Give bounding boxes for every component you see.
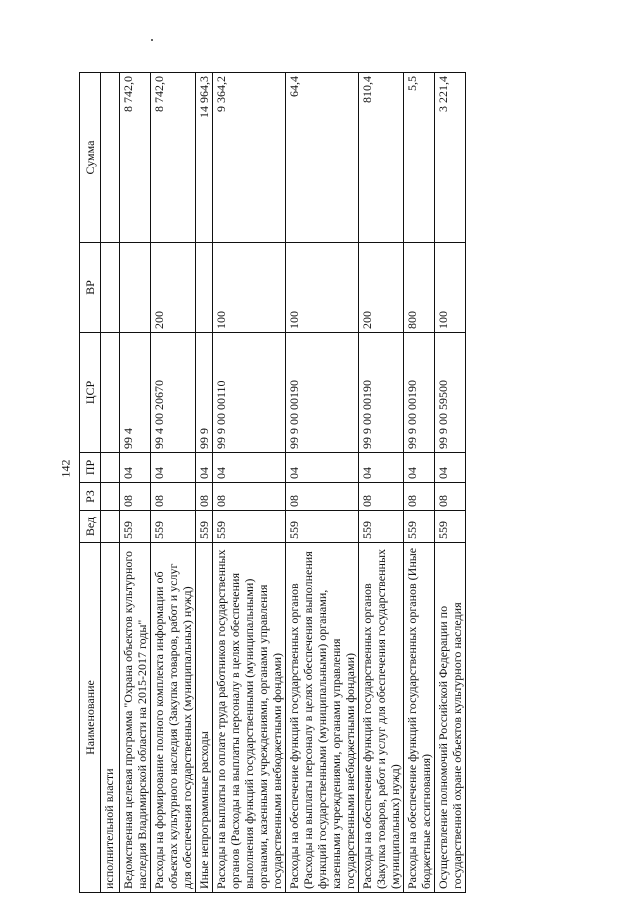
row-rz: 08 xyxy=(286,483,359,511)
row-ved: 559 xyxy=(213,511,286,543)
row-name: Осуществление полномочий Российской Федерации по государственной охране объектов культурного наследия xyxy=(435,543,466,893)
row-csr xyxy=(101,333,120,453)
row-sum: 8 742,0 xyxy=(151,73,196,243)
row-sum xyxy=(101,73,120,243)
row-csr: 99 9 00 00110 xyxy=(213,333,286,453)
row-csr: 99 9 00 59500 xyxy=(435,333,466,453)
row-vr: 800 xyxy=(404,243,435,333)
col-header-rz: РЗ xyxy=(80,483,101,511)
row-name: Расходы на выплаты по оплате труда работников государственных органов (Расходы на выплаты персоналу в целях обеспечения выполнения функций государственными (муниципальными) органами, казенными учреждениями, органами управления государственными внебюджетными фондами) xyxy=(213,543,286,893)
row-vr xyxy=(101,243,120,333)
row-vr: 100 xyxy=(286,243,359,333)
row-rz: 08 xyxy=(196,483,213,511)
budget-table xyxy=(79,72,466,893)
row-sum: 14 964,3 xyxy=(196,73,213,243)
row-csr: 99 9 00 00190 xyxy=(286,333,359,453)
row-vr xyxy=(196,243,213,333)
table-row xyxy=(359,73,404,893)
table-row xyxy=(286,73,359,893)
row-name: Расходы на обеспечение функций государственных органов (Иные бюджетные ассигнования) xyxy=(404,543,435,893)
row-sum: 9 364,2 xyxy=(213,73,286,243)
row-rz xyxy=(101,483,120,511)
row-ved xyxy=(101,511,120,543)
row-ved: 559 xyxy=(120,511,151,543)
row-pr: 04 xyxy=(435,453,466,483)
row-name: Ведомственная целевая программа "Охрана объектов культурного наследия Владимирской области на 2015-2017 годы" xyxy=(120,543,151,893)
row-ved: 559 xyxy=(404,511,435,543)
scan-speck xyxy=(151,39,153,41)
row-ved: 559 xyxy=(435,511,466,543)
row-sum: 810,4 xyxy=(359,73,404,243)
row-rz: 08 xyxy=(435,483,466,511)
row-ved: 559 xyxy=(196,511,213,543)
table-row xyxy=(101,73,120,893)
table-row xyxy=(404,73,435,893)
table-row xyxy=(196,73,213,893)
row-name: исполнительной власти xyxy=(101,543,120,893)
row-vr: 200 xyxy=(359,243,404,333)
row-vr xyxy=(120,243,151,333)
row-name: Иные непрограммные расходы xyxy=(196,543,213,893)
row-sum: 5,5 xyxy=(404,73,435,243)
table-row xyxy=(435,73,466,893)
row-name: Расходы на обеспечение функций государственных органов (Закупка товаров, работ и услуг для обеспечения государственных (муниципальных) нужд) xyxy=(359,543,404,893)
row-sum: 8 742,0 xyxy=(120,73,151,243)
row-pr: 04 xyxy=(404,453,435,483)
col-header-sum: Сумма xyxy=(80,73,101,243)
row-csr: 99 4 xyxy=(120,333,151,453)
page-number: 142 xyxy=(58,459,73,478)
row-sum: 64,4 xyxy=(286,73,359,243)
row-vr: 100 xyxy=(213,243,286,333)
row-rz: 08 xyxy=(404,483,435,511)
row-csr: 99 9 xyxy=(196,333,213,453)
row-csr: 99 4 00 20670 xyxy=(151,333,196,453)
row-name: Расходы на формирование полного комплекта информации об объектах культурного наследия (Закупка товаров, работ и услуг для обеспечения государственных (муниципальных) нужд) xyxy=(151,543,196,893)
table-row xyxy=(151,73,196,893)
row-csr: 99 9 00 00190 xyxy=(359,333,404,453)
row-rz: 08 xyxy=(213,483,286,511)
row-csr: 99 9 00 00190 xyxy=(404,333,435,453)
table-header-row xyxy=(80,73,101,893)
row-pr xyxy=(101,453,120,483)
col-header-name: Наименование xyxy=(80,543,101,893)
rotated-table-content xyxy=(79,73,599,893)
col-header-pr: ПР xyxy=(80,453,101,483)
row-rz: 08 xyxy=(151,483,196,511)
row-pr: 04 xyxy=(359,453,404,483)
row-ved: 559 xyxy=(286,511,359,543)
table-row xyxy=(120,73,151,893)
row-rz: 08 xyxy=(359,483,404,511)
row-pr: 04 xyxy=(120,453,151,483)
row-pr: 04 xyxy=(286,453,359,483)
rotated-table-frame xyxy=(79,73,599,893)
row-pr: 04 xyxy=(196,453,213,483)
table-row xyxy=(213,73,286,893)
col-header-ved: Вед xyxy=(80,511,101,543)
row-pr: 04 xyxy=(151,453,196,483)
row-pr: 04 xyxy=(213,453,286,483)
row-name: Расходы на обеспечение функций государственных органов (Расходы на выплаты персоналу в целях обеспечения выполнения функций государственными (муниципальными) органами, казенными учреждениями, органами управления государственными внебюджетными фондами) xyxy=(286,543,359,893)
row-ved: 559 xyxy=(359,511,404,543)
row-ved: 559 xyxy=(151,511,196,543)
row-vr: 200 xyxy=(151,243,196,333)
row-sum: 3 221,4 xyxy=(435,73,466,243)
col-header-vr: ВР xyxy=(80,243,101,333)
col-header-csr: ЦСР xyxy=(80,333,101,453)
row-vr: 100 xyxy=(435,243,466,333)
row-rz: 08 xyxy=(120,483,151,511)
